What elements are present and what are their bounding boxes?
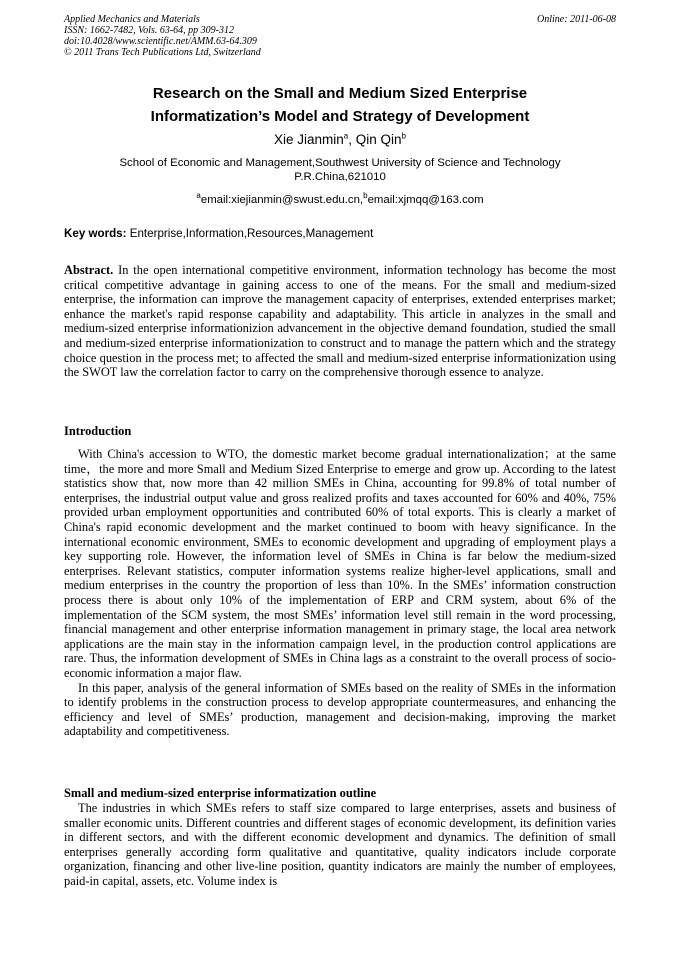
copyright-line: © 2011 Trans Tech Publications Ltd, Switzerland [64, 47, 261, 58]
affiliation [64, 156, 616, 184]
online-date: Online: 2011-06-08 [537, 14, 616, 25]
issn-line: ISSN: 1662-7482, Vols. 63-64, pp 309-312 [64, 25, 234, 36]
section-heading-outline: Small and medium-sized enterprise informatization outline [64, 786, 377, 800]
doi-line: doi:10.4028/www.scientific.net/AMM.63-64.309 [64, 36, 257, 47]
affiliation-line-2: P.R.China,621010 [294, 171, 386, 183]
email-mark: b [363, 191, 368, 201]
title-line-2: Informatization’s Model and Strategy of Development [150, 108, 530, 125]
introduction-paragraph-1: With China's accession to WTO, the domestic market become gradual internationalization；at the same time，the more and more Small and Medium Sized Enterprise to emerge and grow up. According to the latest statistics show that, now more than 42 million SMEs in China, accounting for 99.8% of total number of enterprises, the industrial output value and gross realized profits and taxes accounted for 60% and 40%, 75% provided urban employment opportunities and contributed 60% of total exports. This is clearly a market of China's rapid economic development and the market continued to boom with heavy significance. In the international economic environment, SMEs to economic development and upgrading of employment plays a key supporting role. However, the information level of SMEs in China is far below the medium-sized enterprises. Relevant statistics, computer information systems realize higher-level applications, small and medium enterprises in the country the proportion of less than 10%. In the SMEs’ information construction process there is about only 10% of the implementation of ERP and CRM system, about 6% of the implementation of the SCM system, the most SMEs’ information level still remain in the word processing, financial management and other enterprise information management in primary stage, the local area network applications are the main stay in the information campaign level, in the production control applications are rare. Thus, the information development of SMEs in China lags as a constraint to the overall process of socio-economic information a major flaw. [64, 447, 616, 680]
keywords [64, 227, 616, 241]
introduction-section [64, 447, 616, 739]
author-emails [64, 193, 616, 207]
email-mark: a [196, 191, 201, 201]
outline-paragraph-1: The industries in which SMEs refers to staff size compared to large enterprises, assets and business of smaller economic units. Different countries and different stages of economic development, its definition varies in different sectors, and with the different economic development and dynamics. The definition of small enterprises generally according form qualitative and quantitative, quality indicators include corporate organization, financing and other live-line position, quantity indicators are mainly the number of employees, paid-in capital, assets, etc. Volume index is [64, 801, 616, 888]
email-link[interactable]: email:xiejianmin@swust.edu.cn, [200, 194, 364, 206]
author-name: Xie Jianmin [274, 132, 344, 147]
keywords-text: Enterprise,Information,Resources,Management [129, 227, 374, 240]
journal-header [64, 14, 616, 58]
author-separator: , [348, 132, 356, 147]
affiliation-line-1: School of Economic and Management,Southwest University of Science and Technology [119, 157, 561, 169]
section-heading-introduction: Introduction [64, 424, 132, 438]
author-name: Qin Qin [355, 132, 402, 147]
title-line-1: Research on the Small and Medium Sized Enterprise [152, 85, 528, 102]
abstract-text: In the open international competitive environment, information technology has become the most critical competitive advantage in gaining access to one of the means. For the small and medium-sized enterprise, the information can improve the management capacity of enterprises, extended enterprises market; enhance the market's rapid response capability and adaptability. This article in analyzes in the small and medium-sized enterprise informationizion advancement in the objective demand foundation, studied the small and medium-sized enterprise informationization to construct and to manage the pattern which and the strategy choice question in the process met; to affected the small and medium-sized enterprise informationization using the SWOT law the correlation factor to carry on the comprehensive thorough essence to analyze. [64, 263, 616, 380]
introduction-paragraph-2: In this paper, analysis of the general information of SMEs based on the reality of SMEs in the information to identify problems in the construction process to develop appropriate countermeasures, and enhancing the efficiency and level of SMEs’ production, management and decision-making, improving the market adaptability and competitiveness. [64, 680, 616, 739]
paper-title [64, 82, 616, 128]
author-affil-mark: b [401, 131, 406, 141]
author-list [64, 131, 616, 148]
email-link[interactable]: email:xjmqq@163.com [367, 194, 484, 206]
journal-name: Applied Mechanics and Materials [64, 14, 200, 25]
abstract-label: Abstract. [64, 263, 114, 277]
keywords-label: Key words: [64, 227, 127, 240]
author-affil-mark: a [343, 131, 349, 141]
abstract [64, 263, 616, 380]
